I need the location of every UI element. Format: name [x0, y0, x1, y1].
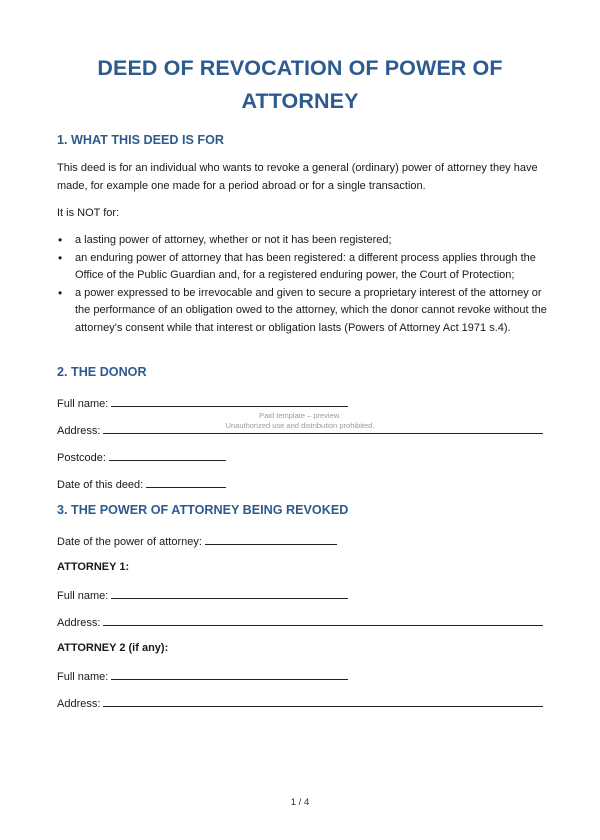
- donor-address-line[interactable]: [103, 422, 543, 434]
- field-label: Date of the power of attorney:: [57, 536, 202, 548]
- attorney-1-address-field[interactable]: [57, 614, 543, 630]
- section-heading-power-being-revoked: 3. THE POWER OF ATTORNEY BEING REVOKED: [57, 503, 349, 517]
- document-title: DEED OF REVOCATION OF POWER OF ATTORNEY: [97, 56, 503, 113]
- page-number: 1 / 4: [290, 797, 310, 808]
- donor-postcode-field[interactable]: [57, 449, 226, 465]
- attorney-2-address-field[interactable]: [57, 695, 543, 711]
- donor-full-name-line[interactable]: [111, 395, 348, 407]
- field-label: Address:: [57, 425, 101, 437]
- field-label: Full name:: [57, 590, 109, 602]
- deed-date-line[interactable]: [146, 476, 226, 488]
- field-label: Address:: [57, 698, 101, 710]
- attorney-1-full-name-field[interactable]: [57, 587, 348, 603]
- field-label: Full name:: [57, 671, 109, 683]
- attorney-2-full-name-field[interactable]: [57, 668, 348, 684]
- not-for-label: It is NOT for:: [57, 207, 120, 219]
- donor-full-name-field[interactable]: [57, 395, 348, 411]
- donor-postcode-line[interactable]: [109, 449, 226, 461]
- field-label: Postcode:: [57, 452, 106, 464]
- preview-watermark: Paid template – preview. Unauthorized use and distribution prohibited.: [225, 411, 375, 430]
- field-label: Full name:: [57, 398, 109, 410]
- poa-date-field[interactable]: [57, 533, 337, 549]
- attorney-2-address-line[interactable]: [103, 695, 543, 707]
- donor-address-field[interactable]: [57, 422, 543, 438]
- attorney-1-address-line[interactable]: [103, 614, 543, 626]
- intro-paragraph: This deed is for an individual who wants to revoke a general (ordinary) power of attorney they have made, for example one made for a period abroad or for a single transaction.: [57, 162, 538, 192]
- attorney-2-full-name-line[interactable]: [111, 668, 348, 680]
- attorney-2-heading: ATTORNEY 2 (if any):: [57, 642, 169, 654]
- field-label: Date of this deed:: [57, 479, 144, 491]
- attorney-1-full-name-line[interactable]: [111, 587, 348, 599]
- list-item: • a lasting power of attorney, whether or not it has been registered;: [57, 232, 552, 250]
- deed-date-field[interactable]: [57, 476, 226, 492]
- field-label: Address:: [57, 617, 101, 629]
- list-item: • a power expressed to be irrevocable and given to secure a proprietary interest of the attorney or the performance of an obligation owed to the attorney, which the donor cannot revoke without the attorney's consent while that interest or obligation lasts (Powers of Attorney Act 1971 s.4).: [57, 285, 552, 338]
- attorney-1-heading: ATTORNEY 1:: [57, 561, 130, 573]
- exclusions-list: [57, 232, 552, 338]
- poa-date-line[interactable]: [205, 533, 337, 545]
- section-heading-the-donor: 2. THE DONOR: [57, 365, 147, 379]
- list-item: • an enduring power of attorney that has been registered: a different process applies through the Office of the Public Guardian and, for a registered enduring power, the Court of Protection;: [57, 250, 552, 285]
- section-heading-what-this-deed-is-for: 1. WHAT THIS DEED IS FOR: [57, 133, 224, 147]
